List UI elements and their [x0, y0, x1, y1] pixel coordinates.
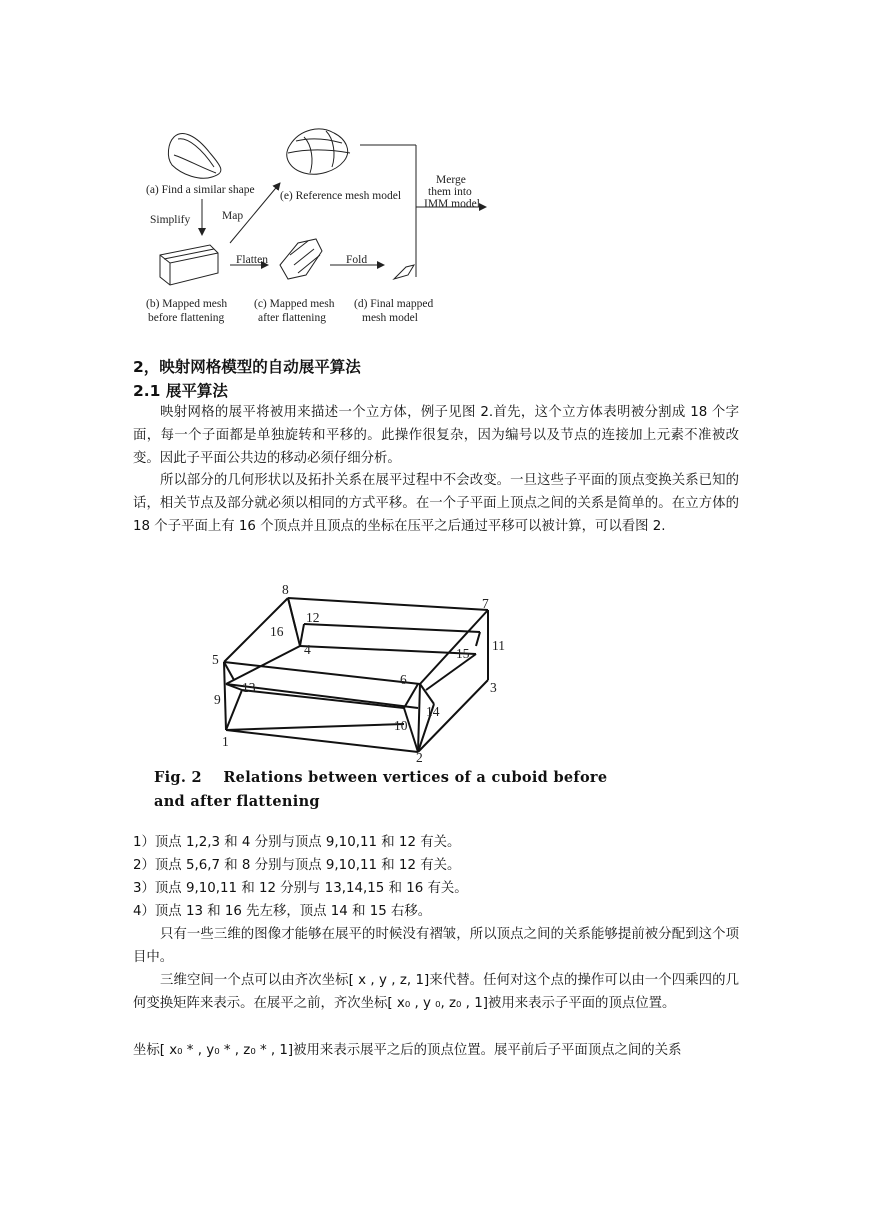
- label-map: Map: [222, 210, 244, 222]
- vertex-label: 12: [306, 610, 320, 625]
- list-item: 4）顶点 13 和 16 先左移，顶点 14 和 15 右移。: [133, 904, 432, 919]
- vertex-label: 1: [222, 734, 229, 749]
- label-reference-mesh: (e) Reference mesh model: [280, 190, 402, 202]
- vertex-label: 14: [426, 704, 440, 719]
- label-mapped-mesh-c-2: after flattening: [258, 312, 327, 324]
- label-fold: Fold: [346, 254, 368, 266]
- vertex-label: 9: [214, 692, 221, 707]
- vertex-label: 13: [242, 680, 256, 695]
- label-mapped-mesh-c-1: (c) Mapped mesh: [254, 298, 335, 310]
- flattened-mesh-drawing: [280, 239, 322, 279]
- label-mapped-mesh-b-2: before flattening: [148, 312, 225, 324]
- list-item: 1）顶点 1,2,3 和 4 分别与顶点 9,10,11 和 12 有关。: [133, 835, 461, 850]
- flow-diagram: [130, 115, 510, 335]
- paragraph-3: 只有一些三维的图像才能够在展平的时候没有褶皱，所以顶点之间的关系能够提前被分配到这个项目中。: [133, 927, 739, 965]
- vertex-label: 4: [304, 642, 311, 657]
- vertex-label: 7: [482, 596, 489, 611]
- label-simplify: Simplify: [150, 214, 191, 226]
- label-merge-line1: Merge: [436, 174, 466, 186]
- label-final-mapped-2: mesh model: [362, 312, 418, 324]
- subsection-heading: 2.1 展平算法: [133, 382, 228, 400]
- paragraph-2: 所以部分的几何形状以及拓扑关系在展平过程中不会改变。一旦这些子平面的顶点变换关系已知的话，相关节点及部分就必须以相同的方式平移。在一个子平面上顶点之间的关系是简单的。在立方体的 18 个子平面上有 16 个顶点并且顶点的坐标在压平之后通过平移可以被计算，可以看图 2.: [133, 473, 739, 534]
- vertex-label: 3: [490, 680, 497, 695]
- paragraph-1: 映射网格的展平将被用来描述一个立方体，例子见图 2.首先，这个立方体表明被分割成 18 个字面，每一个子面都是单独旋转和平移的。此操作很复杂，因为编号以及节点的连接加上元素不准被改变。因此子平面公共边的移动必须仔细分析。: [133, 405, 739, 466]
- mapped-mesh-box-drawing: [160, 245, 218, 285]
- cuboid-diagram: [200, 580, 520, 765]
- vertex-label: 15: [456, 646, 470, 661]
- label-merge-line3: IMM model: [424, 198, 480, 210]
- paragraph-5: 坐标[ x₀ * , y₀ * , z₀ * , 1]被用来表示展平之后的顶点位置。展平前后子平面顶点之间的关系: [133, 1043, 682, 1058]
- similar-shape-drawing: [168, 134, 221, 179]
- vertex-label: 6: [400, 672, 407, 687]
- figure-caption-line1: Fig. 2 Relations between vertices of a cuboid before: [154, 769, 608, 786]
- vertex-label: 11: [492, 638, 505, 653]
- figure-caption-line2: and after flattening: [154, 793, 320, 810]
- list-item: 3）顶点 9,10,11 和 12 分别与 13,14,15 和 16 有关。: [133, 881, 468, 896]
- vertex-label: 2: [416, 750, 423, 765]
- label-find-similar-shape: (a) Find a similar shape: [146, 184, 255, 196]
- vertex-label: 5: [212, 652, 219, 667]
- label-merge-line2: them into: [428, 186, 472, 198]
- final-mesh-drawing: [394, 265, 414, 279]
- list-item: 2）顶点 5,6,7 和 8 分别与顶点 9,10,11 和 12 有关。: [133, 858, 461, 873]
- vertex-label: 16: [270, 624, 284, 639]
- vertex-label: 8: [282, 582, 289, 597]
- section-heading: 2，映射网格模型的自动展平算法: [133, 358, 361, 376]
- paragraph-4: 三维空间一个点可以由齐次坐标[ x , y , z, 1]来代替。任何对这个点的操作可以由一个四乘四的几何变换矩阵来表示。在展平之前，齐次坐标[ x₀ , y ₀, z₀ , 1]被用来表示子平面的顶点位置。: [133, 973, 739, 1011]
- reference-mesh-drawing: [287, 129, 350, 174]
- label-final-mapped-1: (d) Final mapped: [354, 298, 434, 310]
- label-flatten: Flatten: [236, 254, 268, 266]
- label-mapped-mesh-b-1: (b) Mapped mesh: [146, 298, 228, 310]
- vertex-label: 10: [394, 718, 408, 733]
